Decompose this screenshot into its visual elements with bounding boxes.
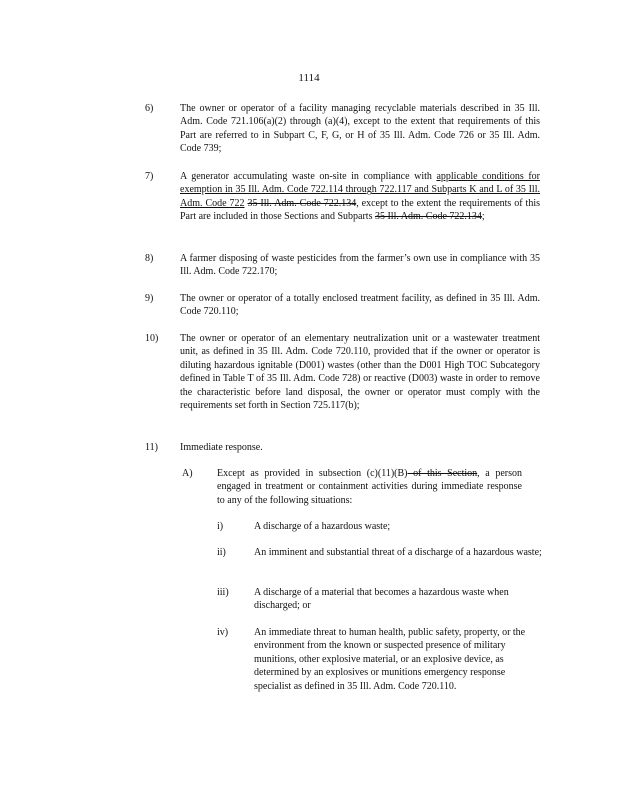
item-text: [180, 441, 540, 454]
item-text: An immediate threat to human health, public safety, property, or the environment from the known or suspected presence of military munitions, other explosive material, or an explosive device, as determined by an explosives or munitions emergency response specialist as defined in 35 Ill. Adm. Code 720.110.: [254, 627, 526, 692]
text-run: The owner or operator of an elementary neutralization unit or a wastewater treatment unit, as defined in 35 Ill. Adm. Code 720.110, provided that if the owner or operator is diluting hazardous ignitable (D001) wastes (other than the D001 High TOC Subcategory defined in Table T of 35 Ill. Adm. Code 728) or reactive (D003) waste in order to remove the characteristic before land disposal, the owner or operator must comply with the requirements set forth in Section 725.117(b);: [180, 333, 540, 412]
item-number: iii): [217, 587, 229, 598]
text-run: Immediate response.: [180, 442, 263, 453]
item-number: 10): [145, 333, 159, 344]
item-text: A discharge of a hazardous waste;: [254, 521, 391, 532]
item-text: [180, 252, 540, 279]
item-text: [217, 467, 522, 507]
item-number: 6): [145, 103, 154, 114]
item-number: 8): [145, 253, 154, 264]
item-number: ii): [217, 547, 226, 558]
item-text: [180, 170, 540, 224]
item-text: [180, 332, 540, 412]
item-number: iv): [217, 627, 229, 638]
item-number: 7): [145, 171, 154, 182]
item-number: i): [217, 521, 224, 532]
deleted-text: of this Section: [407, 468, 478, 479]
text-run: , a person engaged in treatment or containment activities during immediate response to any of the following situations:: [217, 468, 522, 506]
text-run: A generator accumulating waste on-site in compliance with: [180, 171, 437, 182]
text-run: The owner or operator of a facility managing recyclable materials described in 35 Ill. Adm. Code 721.106(a)(2) through (a)(4), except to the extent that requirements of this Part are referred to in Subpart C, F, G, or H of 35 Ill. Adm. Code 726 or 35 Ill. Adm. Code 739;: [180, 103, 540, 155]
deleted-text: 35 Ill. Adm. Code 722.134: [247, 197, 357, 209]
item-number: A): [182, 468, 193, 479]
inserted-text: applicable conditions for exemption in 35 Ill. Adm. Code 722.114 through 722.117 and Subparts K and L of 35 Ill. Adm. Code 722: [180, 171, 540, 209]
text-run: , except to the extent the requirements of this Part are included in those Sections and Subparts: [180, 197, 540, 223]
text-run: A farmer disposing of waste pesticides from the farmer’s own use in compliance with 35 Ill. Adm. Code 722.170;: [180, 253, 540, 278]
text-run: Except as provided in subsection (c)(11)(B): [217, 468, 408, 479]
item-text: An imminent and substantial threat of a discharge of a hazardous waste;: [254, 547, 542, 558]
page-number: 1114: [298, 72, 320, 84]
text-run: The owner or operator of a totally enclosed treatment facility, as defined in 35 Ill. Adm. Code 720.110;: [180, 293, 540, 318]
deleted-text: 35 Ill. Adm. Code 722.134: [374, 211, 482, 223]
item-text: [180, 102, 540, 156]
item-text: A discharge of a material that becomes a hazardous waste when discharged; or: [254, 587, 509, 612]
text-run: ;: [481, 211, 485, 223]
item-number: 11): [145, 442, 158, 453]
item-text: [180, 292, 540, 319]
item-number: 9): [145, 293, 154, 304]
